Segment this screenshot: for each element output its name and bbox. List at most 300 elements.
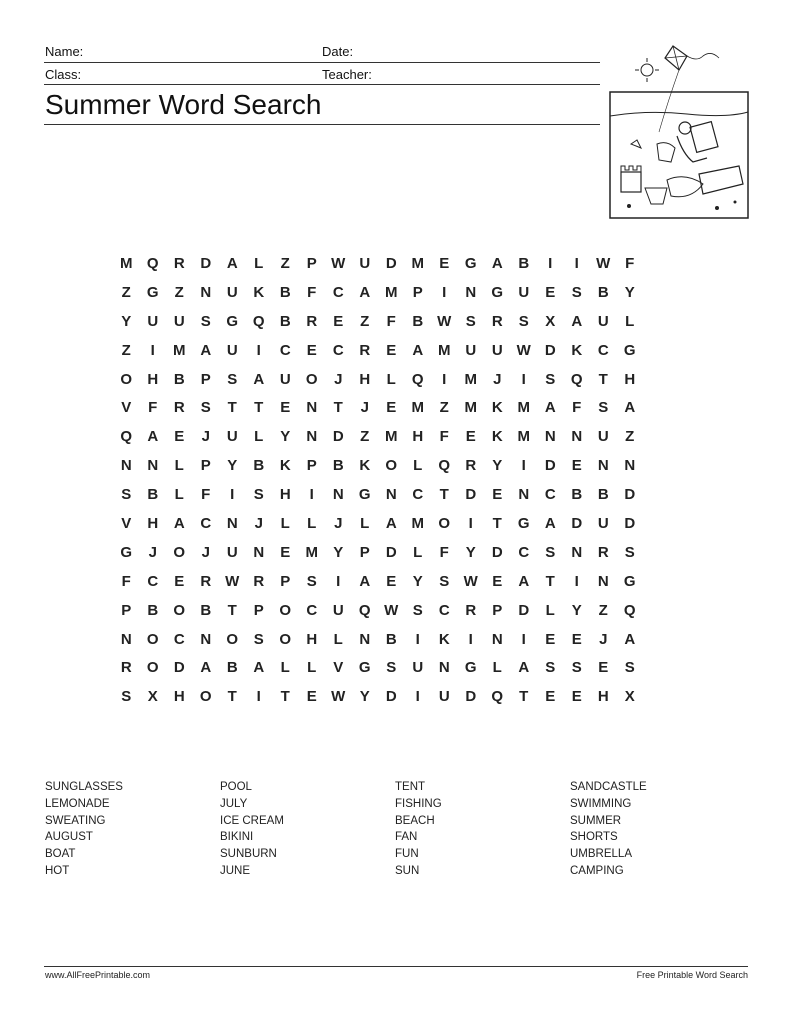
grid-letter: G	[464, 254, 477, 272]
grid-letter: C	[332, 341, 344, 359]
grid-letter: D	[518, 601, 530, 619]
grid-letter: L	[545, 601, 555, 619]
grid-letter: I	[548, 254, 553, 272]
grid-letter: I	[468, 514, 473, 532]
footer-website: www.AllFreePrintable.com	[45, 970, 151, 980]
grid-letter: C	[279, 341, 291, 359]
grid-letter: J	[201, 543, 210, 561]
grid-letter: C	[412, 486, 424, 504]
grid-letter: O	[305, 370, 318, 388]
grid-letter: T	[333, 399, 343, 417]
grid-letter: R	[491, 312, 503, 330]
grid-letter: I	[150, 341, 155, 359]
grid-letter: Y	[121, 312, 132, 330]
grid-letter: C	[597, 341, 609, 359]
grid-letter: Q	[146, 254, 159, 272]
grid-letter: S	[545, 659, 556, 677]
grid-letter: N	[597, 572, 609, 590]
grid-letter: D	[624, 514, 636, 532]
grid-letter: S	[200, 399, 211, 417]
title-underline	[44, 124, 600, 125]
grid-letter: I	[256, 341, 261, 359]
grid-letter: B	[173, 370, 185, 388]
grid-letter: S	[306, 572, 317, 590]
grid-letter: J	[360, 399, 369, 417]
grid-letter: P	[200, 457, 211, 475]
grid-letter: M	[411, 399, 424, 417]
grid-letter: U	[147, 312, 159, 330]
grid-letter: U	[332, 601, 344, 619]
grid-letter: A	[544, 514, 556, 532]
grid-letter: G	[146, 283, 159, 301]
grid-letter: N	[200, 630, 212, 648]
grid-letter: U	[597, 312, 609, 330]
grid-letter: S	[545, 370, 556, 388]
grid-letter: S	[624, 543, 635, 561]
grid-letter: U	[412, 659, 424, 677]
grid-row	[113, 480, 643, 509]
grid-letter: E	[386, 341, 397, 359]
grid-letter: N	[253, 543, 265, 561]
teacher-label: Teacher:	[322, 67, 372, 82]
grid-letter: N	[306, 428, 318, 446]
grid-letter: Y	[280, 428, 291, 446]
grid-letter: P	[359, 543, 370, 561]
word-item: JULY	[220, 797, 248, 810]
grid-letter: B	[571, 486, 583, 504]
grid-letter: Y	[465, 543, 476, 561]
grid-letter: O	[279, 601, 292, 619]
grid-letter: H	[412, 428, 424, 446]
grid-letter: N	[226, 514, 238, 532]
word-item: BEACH	[395, 814, 435, 827]
grid-letter: R	[465, 601, 477, 619]
grid-letter: H	[359, 370, 371, 388]
grid-letter: Q	[120, 428, 133, 446]
grid-letter: G	[358, 659, 371, 677]
grid-letter: H	[147, 514, 159, 532]
grid-letter: L	[413, 543, 423, 561]
word-item: FUN	[395, 848, 419, 861]
grid-letter: N	[465, 283, 477, 301]
grid-letter: A	[624, 399, 636, 417]
grid-letter: K	[491, 399, 503, 417]
grid-letter: E	[174, 428, 185, 446]
grid-letter: I	[256, 688, 261, 706]
grid-row	[113, 422, 643, 451]
grid-letter: G	[491, 283, 504, 301]
word-item: SUNGLASSES	[45, 781, 123, 793]
grid-letter: C	[200, 514, 212, 532]
grid-letter: O	[226, 630, 239, 648]
grid-letter: L	[174, 486, 184, 504]
grid-letter: W	[384, 601, 399, 619]
grid-row	[113, 625, 643, 654]
grid-letter: A	[359, 572, 371, 590]
grid-letter: Q	[252, 312, 265, 330]
grid-letter: G	[120, 543, 133, 561]
grid-letter: P	[306, 254, 317, 272]
grid-letter: T	[227, 688, 237, 706]
grid-letter: E	[306, 688, 317, 706]
grid-letter: U	[518, 283, 530, 301]
grid-letter: P	[280, 572, 291, 590]
grid-letter: N	[359, 630, 371, 648]
grid-letter: Y	[492, 457, 503, 475]
grid-letter: H	[597, 688, 609, 706]
grid-letter: T	[227, 601, 237, 619]
grid-letter: M	[517, 399, 530, 417]
grid-row	[113, 451, 643, 480]
grid-letter: L	[413, 457, 423, 475]
grid-letter: Z	[439, 399, 449, 417]
grid-letter: I	[336, 572, 341, 590]
grid-letter: F	[439, 428, 449, 446]
grid-letter: E	[465, 428, 476, 446]
grid-letter: T	[492, 514, 502, 532]
grid-letter: E	[598, 659, 609, 677]
grid-letter: A	[518, 659, 530, 677]
grid-letter: G	[623, 572, 636, 590]
grid-letter: F	[307, 283, 317, 301]
grid-letter: K	[438, 630, 450, 648]
grid-letter: D	[200, 254, 212, 272]
grid-letter: M	[305, 543, 318, 561]
word-column	[570, 779, 745, 880]
grid-row	[113, 653, 643, 682]
grid-letter: I	[230, 486, 235, 504]
grid-letter: Y	[412, 572, 423, 590]
grid-letter: E	[571, 630, 582, 648]
grid-letter: S	[439, 572, 450, 590]
grid-letter: S	[412, 601, 423, 619]
grid-letter: A	[173, 514, 185, 532]
grid-letter: R	[597, 543, 609, 561]
grid-letter: N	[491, 630, 503, 648]
grid-letter: S	[571, 283, 582, 301]
grid-letter: E	[386, 572, 397, 590]
grid-letter: C	[147, 572, 159, 590]
grid-letter: H	[279, 486, 291, 504]
word-item: LEMONADE	[45, 797, 110, 810]
grid-letter: N	[624, 457, 636, 475]
grid-letter: C	[173, 630, 185, 648]
word-item: FISHING	[395, 797, 442, 810]
grid-letter: B	[200, 601, 212, 619]
grid-letter: E	[571, 688, 582, 706]
grid-letter: R	[173, 254, 185, 272]
grid-row	[113, 393, 643, 422]
word-item: UMBRELLA	[570, 848, 632, 861]
grid-letter: S	[200, 312, 211, 330]
word-item: SUMMER	[570, 814, 622, 827]
grid-letter: Q	[411, 370, 424, 388]
grid-letter: N	[544, 428, 556, 446]
grid-letter: A	[200, 341, 212, 359]
grid-letter: B	[518, 254, 530, 272]
grid-letter: J	[493, 370, 502, 388]
grid-letter: M	[120, 254, 133, 272]
grid-row	[113, 307, 643, 336]
grid-letter: P	[253, 601, 264, 619]
grid-letter: E	[571, 457, 582, 475]
grid-letter: P	[121, 601, 132, 619]
word-item: SUNBURN	[220, 848, 277, 861]
grid-row	[113, 278, 643, 307]
grid-letter: W	[437, 312, 452, 330]
grid-letter: A	[571, 312, 583, 330]
grid-letter: U	[226, 341, 238, 359]
grid-letter: S	[253, 630, 264, 648]
grid-letter: I	[468, 630, 473, 648]
grid-letter: U	[491, 341, 503, 359]
grid-letter: Z	[625, 428, 635, 446]
grid-letter: O	[279, 630, 292, 648]
grid-row	[113, 249, 643, 278]
grid-letter: F	[625, 254, 635, 272]
word-item: SWIMMING	[570, 797, 632, 810]
grid-letter: O	[146, 630, 159, 648]
grid-letter: D	[385, 543, 397, 561]
grid-letter: D	[385, 254, 397, 272]
grid-row	[113, 365, 643, 394]
grid-row	[113, 509, 643, 538]
grid-letter: N	[438, 659, 450, 677]
grid-letter: A	[518, 572, 530, 590]
grid-letter: P	[200, 370, 211, 388]
grid-letter: I	[309, 486, 314, 504]
grid-letter: S	[465, 312, 476, 330]
grid-letter: B	[147, 486, 159, 504]
grid-letter: P	[492, 601, 503, 619]
grid-letter: Z	[174, 283, 184, 301]
grid-letter: V	[121, 514, 132, 532]
grid-letter: M	[411, 514, 424, 532]
grid-letter: A	[200, 659, 212, 677]
grid-letter: X	[147, 688, 158, 706]
beach-illustration	[607, 44, 751, 222]
grid-letter: P	[306, 457, 317, 475]
grid-letter: S	[545, 543, 556, 561]
grid-letter: N	[120, 457, 132, 475]
grid-letter: M	[517, 428, 530, 446]
grid-letter: K	[359, 457, 371, 475]
name-label: Name:	[45, 44, 84, 59]
grid-letter: N	[571, 428, 583, 446]
grid-letter: W	[225, 572, 240, 590]
grid-letter: S	[253, 486, 264, 504]
grid-letter: P	[412, 283, 423, 301]
grid-letter: H	[624, 370, 636, 388]
grid-letter: E	[545, 630, 556, 648]
grid-letter: E	[545, 688, 556, 706]
grid-letter: V	[333, 659, 344, 677]
grid-letter: E	[174, 572, 185, 590]
grid-letter: I	[574, 572, 579, 590]
grid-letter: U	[597, 514, 609, 532]
grid-letter: A	[253, 370, 265, 388]
grid-letter: S	[227, 370, 238, 388]
word-item: BOAT	[45, 848, 76, 861]
word-item: BIKINI	[220, 831, 254, 844]
word-item: AUGUST	[45, 831, 93, 844]
grid-letter: E	[386, 399, 397, 417]
grid-letter: M	[411, 254, 424, 272]
grid-letter: E	[492, 572, 503, 590]
grid-letter: A	[359, 283, 371, 301]
grid-letter: Y	[333, 543, 344, 561]
grid-letter: L	[254, 254, 264, 272]
grid-letter: G	[464, 659, 477, 677]
grid-letter: Q	[570, 370, 583, 388]
grid-letter: Y	[359, 688, 370, 706]
grid-letter: A	[544, 399, 556, 417]
grid-letter: E	[280, 399, 291, 417]
grid-letter: B	[385, 630, 397, 648]
grid-letter: S	[598, 399, 609, 417]
grid-letter: C	[332, 283, 344, 301]
grid-letter: U	[438, 688, 450, 706]
grid-letter: S	[386, 659, 397, 677]
grid-letter: J	[599, 630, 608, 648]
grid-letter: Q	[358, 601, 371, 619]
grid-letter: F	[201, 486, 211, 504]
grid-letter: K	[491, 428, 503, 446]
grid-letter: S	[518, 312, 529, 330]
grid-letter: N	[385, 486, 397, 504]
grid-letter: D	[385, 688, 397, 706]
grid-letter: L	[280, 514, 290, 532]
grid-letter: N	[200, 283, 212, 301]
grid-letter: D	[544, 457, 556, 475]
grid-letter: B	[597, 486, 609, 504]
grid-letter: B	[279, 312, 291, 330]
grid-letter: T	[254, 399, 264, 417]
grid-letter: C	[544, 486, 556, 504]
grid-letter: O	[385, 457, 398, 475]
grid-letter: H	[306, 630, 318, 648]
grid-letter: O	[438, 514, 451, 532]
grid-letter: F	[439, 543, 449, 561]
grid-letter: E	[333, 312, 344, 330]
word-item: CAMPING	[570, 864, 624, 877]
grid-letter: N	[518, 486, 530, 504]
grid-letter: L	[386, 370, 396, 388]
grid-letter: W	[516, 341, 531, 359]
grid-letter: S	[121, 688, 132, 706]
grid-letter: L	[280, 659, 290, 677]
grid-letter: X	[624, 688, 635, 706]
grid-letter: A	[147, 428, 159, 446]
grid-row	[113, 538, 643, 567]
class-label: Class:	[45, 67, 82, 82]
grid-letter: G	[358, 486, 371, 504]
grid-letter: W	[596, 254, 611, 272]
grid-letter: U	[359, 254, 371, 272]
word-item: FAN	[395, 831, 418, 844]
grid-letter: M	[464, 370, 477, 388]
grid-letter: M	[438, 341, 451, 359]
grid-letter: S	[571, 659, 582, 677]
grid-letter: M	[173, 341, 186, 359]
grid-letter: C	[518, 543, 530, 561]
grid-letter: U	[597, 428, 609, 446]
grid-letter: O	[199, 688, 212, 706]
grid-letter: D	[465, 688, 477, 706]
grid-letter: A	[385, 514, 397, 532]
word-item: POOL	[220, 781, 252, 793]
footer-line	[44, 966, 748, 967]
grid-letter: G	[623, 341, 636, 359]
grid-letter: B	[597, 283, 609, 301]
grid-letter: T	[545, 572, 555, 590]
grid-letter: U	[226, 428, 238, 446]
word-column	[220, 779, 395, 880]
grid-letter: T	[598, 370, 608, 388]
grid-letter: C	[438, 601, 450, 619]
grid-letter: D	[544, 341, 556, 359]
grid-letter: I	[521, 457, 526, 475]
grid-letter: F	[386, 312, 396, 330]
grid-letter: M	[385, 283, 398, 301]
grid-letter: F	[121, 572, 131, 590]
grid-letter: D	[624, 486, 636, 504]
grid-row	[113, 682, 643, 711]
grid-letter: B	[332, 457, 344, 475]
grid-letter: O	[120, 370, 133, 388]
grid-letter: W	[463, 572, 478, 590]
grid-letter: S	[121, 486, 132, 504]
grid-letter: D	[491, 543, 503, 561]
grid-letter: A	[491, 254, 503, 272]
grid-letter: Z	[280, 254, 290, 272]
grid-letter: N	[120, 630, 132, 648]
grid-letter: I	[574, 254, 579, 272]
word-item: TENT	[395, 781, 426, 793]
grid-letter: L	[492, 659, 502, 677]
word-item: HOT	[45, 864, 70, 877]
grid-letter: I	[521, 630, 526, 648]
grid-letter: H	[173, 688, 185, 706]
grid-letter: U	[226, 283, 238, 301]
grid-letter: E	[306, 341, 317, 359]
word-item: SUN	[395, 864, 420, 877]
grid-letter: J	[148, 543, 157, 561]
grid-letter: Y	[571, 601, 582, 619]
grid-letter: L	[307, 659, 317, 677]
grid-letter: Y	[624, 283, 635, 301]
grid-letter: L	[333, 630, 343, 648]
grid-letter: D	[571, 514, 583, 532]
grid-letter: K	[571, 341, 583, 359]
footer-caption: Free Printable Word Search	[636, 970, 748, 980]
word-list	[45, 779, 765, 880]
grid-letter: B	[226, 659, 238, 677]
grid-letter: R	[359, 341, 371, 359]
grid-letter: R	[465, 457, 477, 475]
grid-letter: Z	[598, 601, 608, 619]
grid-letter: E	[545, 283, 556, 301]
grid-letter: D	[332, 428, 344, 446]
grid-letter: X	[545, 312, 556, 330]
grid-letter: L	[360, 514, 370, 532]
grid-letter: E	[492, 486, 503, 504]
grid-letter: K	[279, 457, 291, 475]
class-line	[44, 84, 600, 85]
grid-letter: J	[201, 428, 210, 446]
grid-letter: R	[120, 659, 132, 677]
grid-letter: R	[173, 399, 185, 417]
